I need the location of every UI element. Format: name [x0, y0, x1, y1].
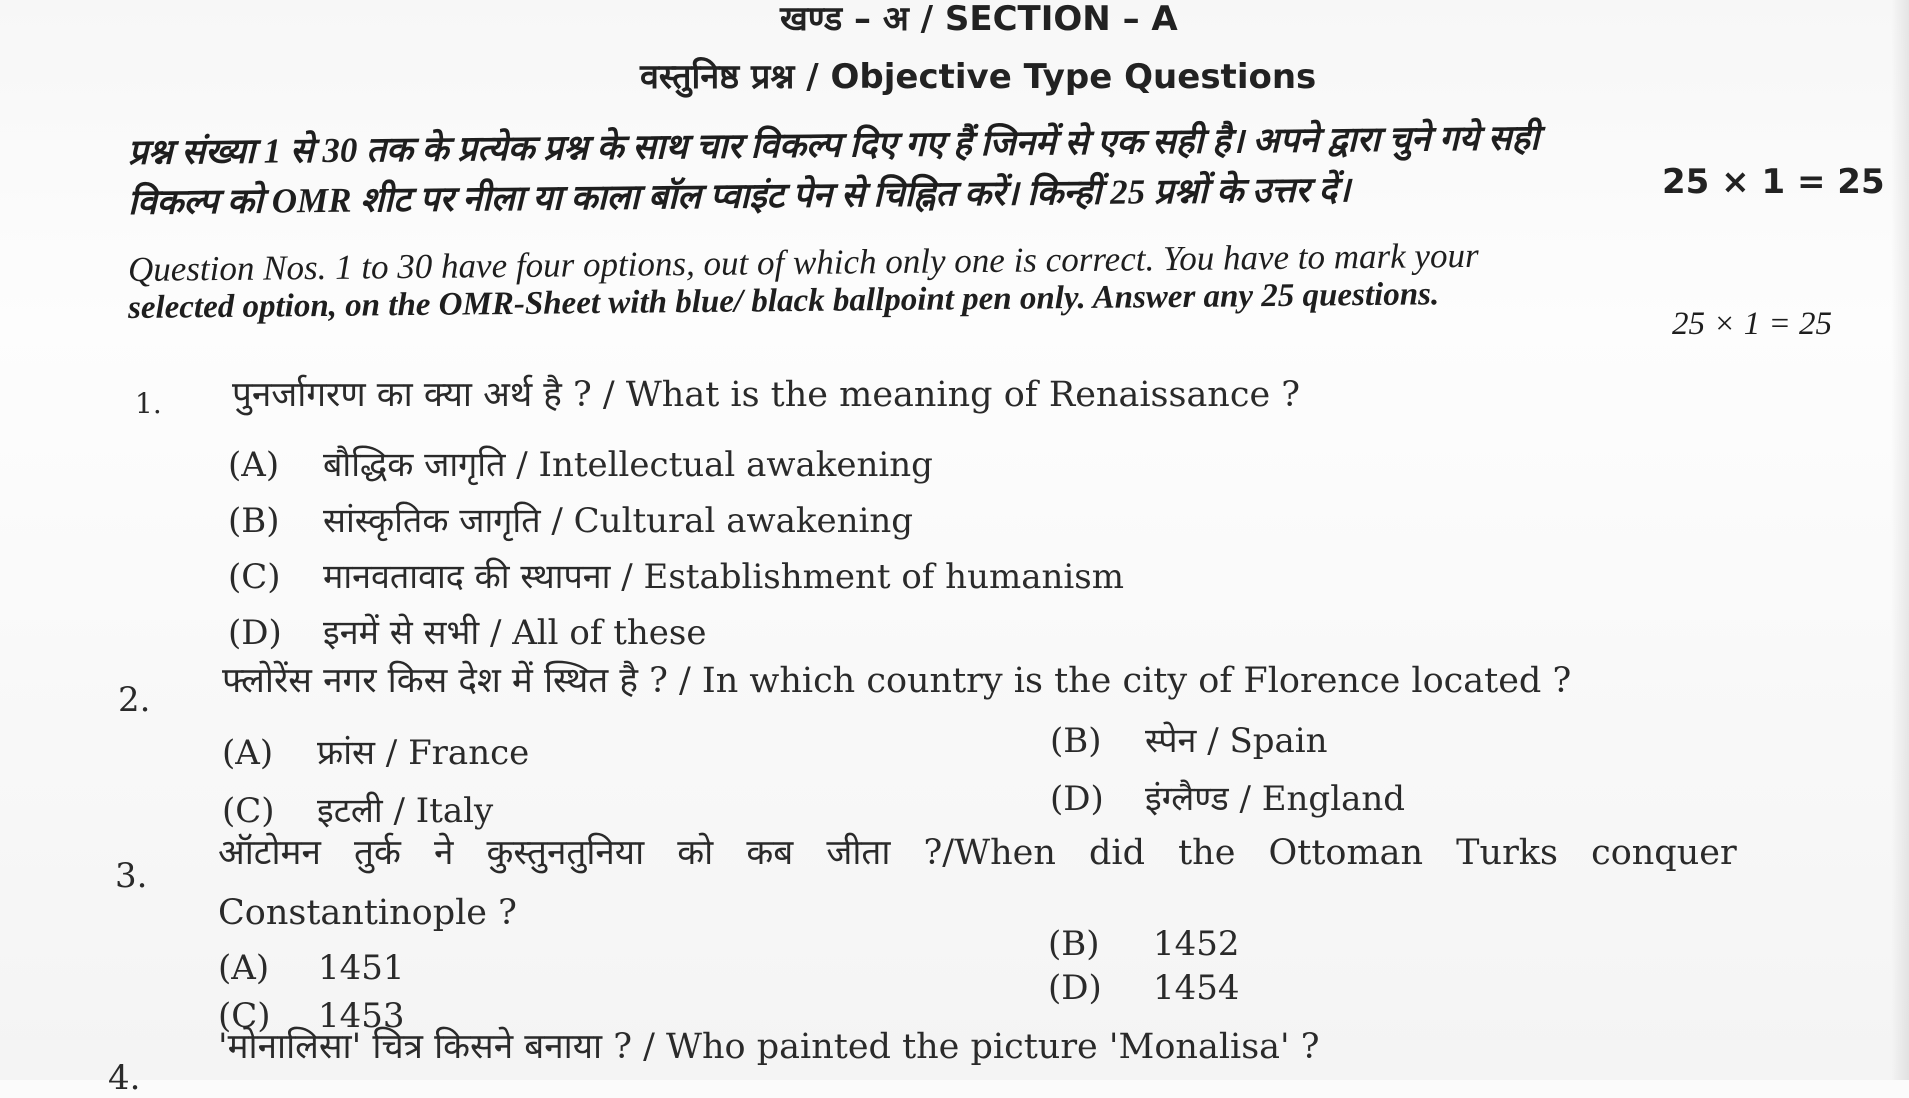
- question-3-text-line1: ऑटोमन तुर्क ने कुस्तुनतुनिया को कब जीता ?/When did the Ottoman Turks conquer: [218, 833, 1737, 873]
- question-1-number: 1.: [135, 387, 162, 420]
- option-label: (A): [218, 948, 270, 988]
- option-label: (B): [1048, 924, 1100, 964]
- option-text: 1451: [318, 948, 405, 988]
- option-label: (D): [1050, 779, 1104, 819]
- option-label: (C): [218, 996, 271, 1036]
- question-3-option-b: [1048, 924, 1240, 964]
- option-text: सांस्कृतिक जागृति / Cultural awakening: [323, 501, 914, 541]
- option-label: (C): [222, 791, 275, 831]
- instructions-english-marks: 25 × 1 = 25: [1672, 306, 1833, 342]
- question-2-option-d: [1050, 774, 1405, 820]
- option-label: (C): [228, 557, 281, 597]
- option-label: (B): [1050, 721, 1102, 761]
- question-3-number: 3.: [115, 856, 148, 896]
- option-text: स्पेन / Spain: [1145, 721, 1328, 761]
- option-text: 1454: [1153, 968, 1240, 1008]
- question-2-number: 2.: [118, 680, 151, 720]
- question-2-text: फ्लोरेंस नगर किस देश में स्थित है ? / In which country is the city of Florence located ?: [222, 661, 1572, 701]
- option-text: फ्रांस / France: [317, 733, 530, 773]
- question-1-option-b: [228, 496, 913, 542]
- question-2-option-b: [1050, 716, 1328, 762]
- page-edge-shadow: [1891, 0, 1909, 1080]
- question-2-option-c: [222, 786, 493, 832]
- option-text: इटली / Italy: [317, 791, 494, 831]
- option-text: इनमें से सभी / All of these: [323, 613, 707, 653]
- question-4-text: 'मोनालिसा' चित्र किसने बनाया ? / Who painted the picture 'Monalisa' ?: [218, 1027, 1320, 1067]
- question-1-option-a: [228, 440, 933, 486]
- option-text: 1452: [1153, 924, 1240, 964]
- option-text: मानवतावाद की स्थापना / Establishment of humanism: [323, 557, 1124, 597]
- option-text: बौद्धिक जागृति / Intellectual awakening: [323, 445, 933, 485]
- option-text: 1453: [318, 996, 405, 1036]
- option-label: (D): [1048, 968, 1102, 1008]
- option-label: (A): [222, 733, 274, 773]
- question-3-option-a: [218, 948, 405, 988]
- option-text: इंग्लैण्ड / England: [1145, 779, 1405, 819]
- instructions-english-line2: selected option, on the OMR-Sheet with blue/ black ballpoint pen only. Answer any 25 questions.: [127, 276, 1440, 326]
- question-2-option-a: [222, 728, 529, 774]
- section-title: खण्ड – अ / SECTION – A: [780, 0, 1178, 39]
- instructions-hindi-marks: 25 × 1 = 25: [1662, 162, 1885, 202]
- section-subtitle: वस्तुनिष्ठ प्रश्न / Objective Type Questions: [640, 57, 1317, 97]
- option-label: (A): [228, 445, 280, 485]
- instructions-hindi-line1: प्रश्न संख्या 1 से 30 तक के प्रत्येक प्रश्न के साथ चार विकल्प दिए गए हैं जिनमें से एक सही है। अपने द्वारा चुने गये सही: [127, 118, 1540, 172]
- question-3-text-line2: Constantinople ?: [218, 893, 517, 933]
- instructions-hindi-line2: विकल्प को OMR शीट पर नीला या काला बॉल प्वाइंट पेन से चिह्नित करें। किन्हीं 25 प्रश्नों के उत्तर दें।: [127, 170, 1351, 222]
- question-1-text: पुनर्जागरण का क्या अर्थ है ? / What is the meaning of Renaissance ?: [232, 375, 1301, 415]
- option-label: (B): [228, 501, 280, 541]
- option-label: (D): [228, 613, 282, 653]
- question-4-number: 4.: [108, 1058, 141, 1098]
- instructions-english-line1: Question Nos. 1 to 30 have four options, out of which only one is correct. You have to mark your: [127, 235, 1479, 289]
- question-3-option-d: [1048, 968, 1240, 1008]
- question-1-option-c: [228, 552, 1124, 598]
- question-1-option-d: [228, 608, 706, 654]
